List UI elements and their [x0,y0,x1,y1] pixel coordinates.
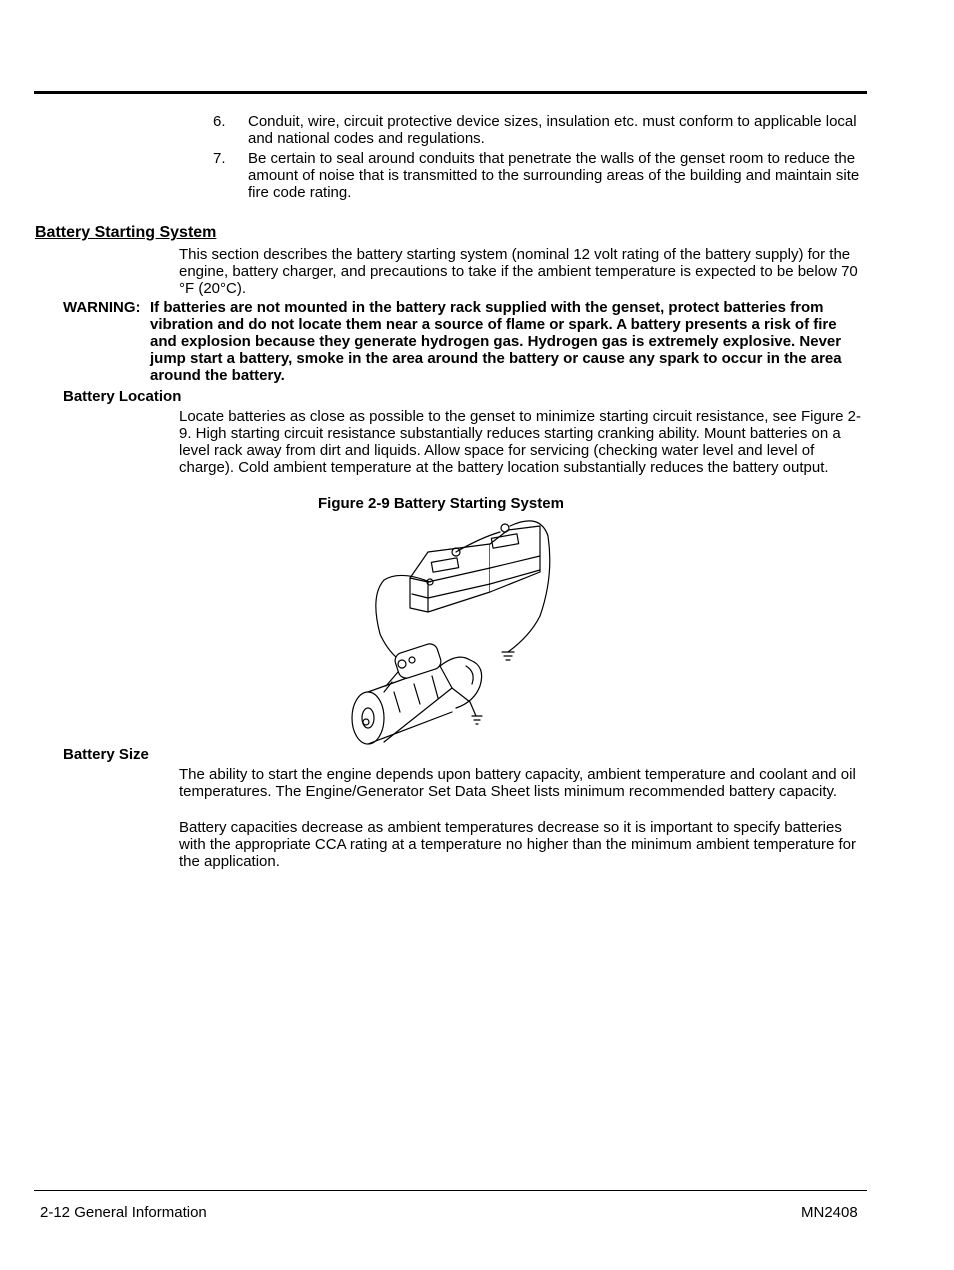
header-rule [34,91,867,94]
battery-size-paragraph-1: The ability to start the engine depends upon battery capacity, ambient temperature and coolant and oil temperatures. The Engine/Generator Set Data Sheet lists minimum recommended battery capacity. [179,766,856,800]
section-intro: This section describes the battery starting system (nominal 12 volt rating of the battery supply) for the engine, battery charger, and precautions to take if the ambient temperature is expected to be below 70 °F (20°C). [179,246,858,297]
list-text: Conduit, wire, circuit protective device sizes, insulation etc. must conform to applicable local and national codes and regulations. [248,113,857,147]
section-heading: Battery Starting System [35,224,217,241]
list-item [213,113,863,147]
warning-label: WARNING: [63,299,141,316]
footer-doc-number: MN2408 [801,1204,858,1221]
warning-text: If batteries are not mounted in the battery rack supplied with the genset, protect batteries from vibration and do not locate them near a source of flame or spark. A battery presents a risk of fire and explosion because they generate hydrogen gas. Hydrogen gas is extremely explosive. Never jump start a battery, smoke in the area around the battery or cause any spark to occur in the area around the battery. [150,299,842,384]
footer-page-label: 2-12 General Information [40,1204,207,1221]
list-text: Be certain to seal around conduits that penetrate the walls of the genset room to reduce the amount of noise that is transmitted to the surrounding areas of the building and maintain site fire code rating. [248,150,860,201]
list-item [213,150,863,201]
battery-size-heading: Battery Size [63,746,149,763]
warning-block [63,299,863,384]
battery-starter-diagram-icon [340,516,560,748]
battery-location-text: Locate batteries as close as possible to the genset to minimize starting circuit resistance, see Figure 2-9. High starting circuit resistance substantially reduces starting cranking ability. Mount batteries on a level rack away from dirt and liquids. Allow space for servicing (checking water level and level of charge). Cold ambient temperature at the battery location substantially reduces the battery output. [179,408,861,476]
list-number: 6. [213,113,226,130]
battery-size-paragraph-2: Battery capacities decrease as ambient temperatures decrease so it is important to specify batteries with the appropriate CCA rating at a temperature no higher than the minimum ambient temperature for the application. [179,819,857,870]
numbered-list [213,113,863,204]
battery-location-heading: Battery Location [63,388,182,405]
footer-rule [34,1190,867,1191]
figure-caption: Figure 2-9 Battery Starting System [318,495,564,512]
list-number: 7. [213,150,226,167]
